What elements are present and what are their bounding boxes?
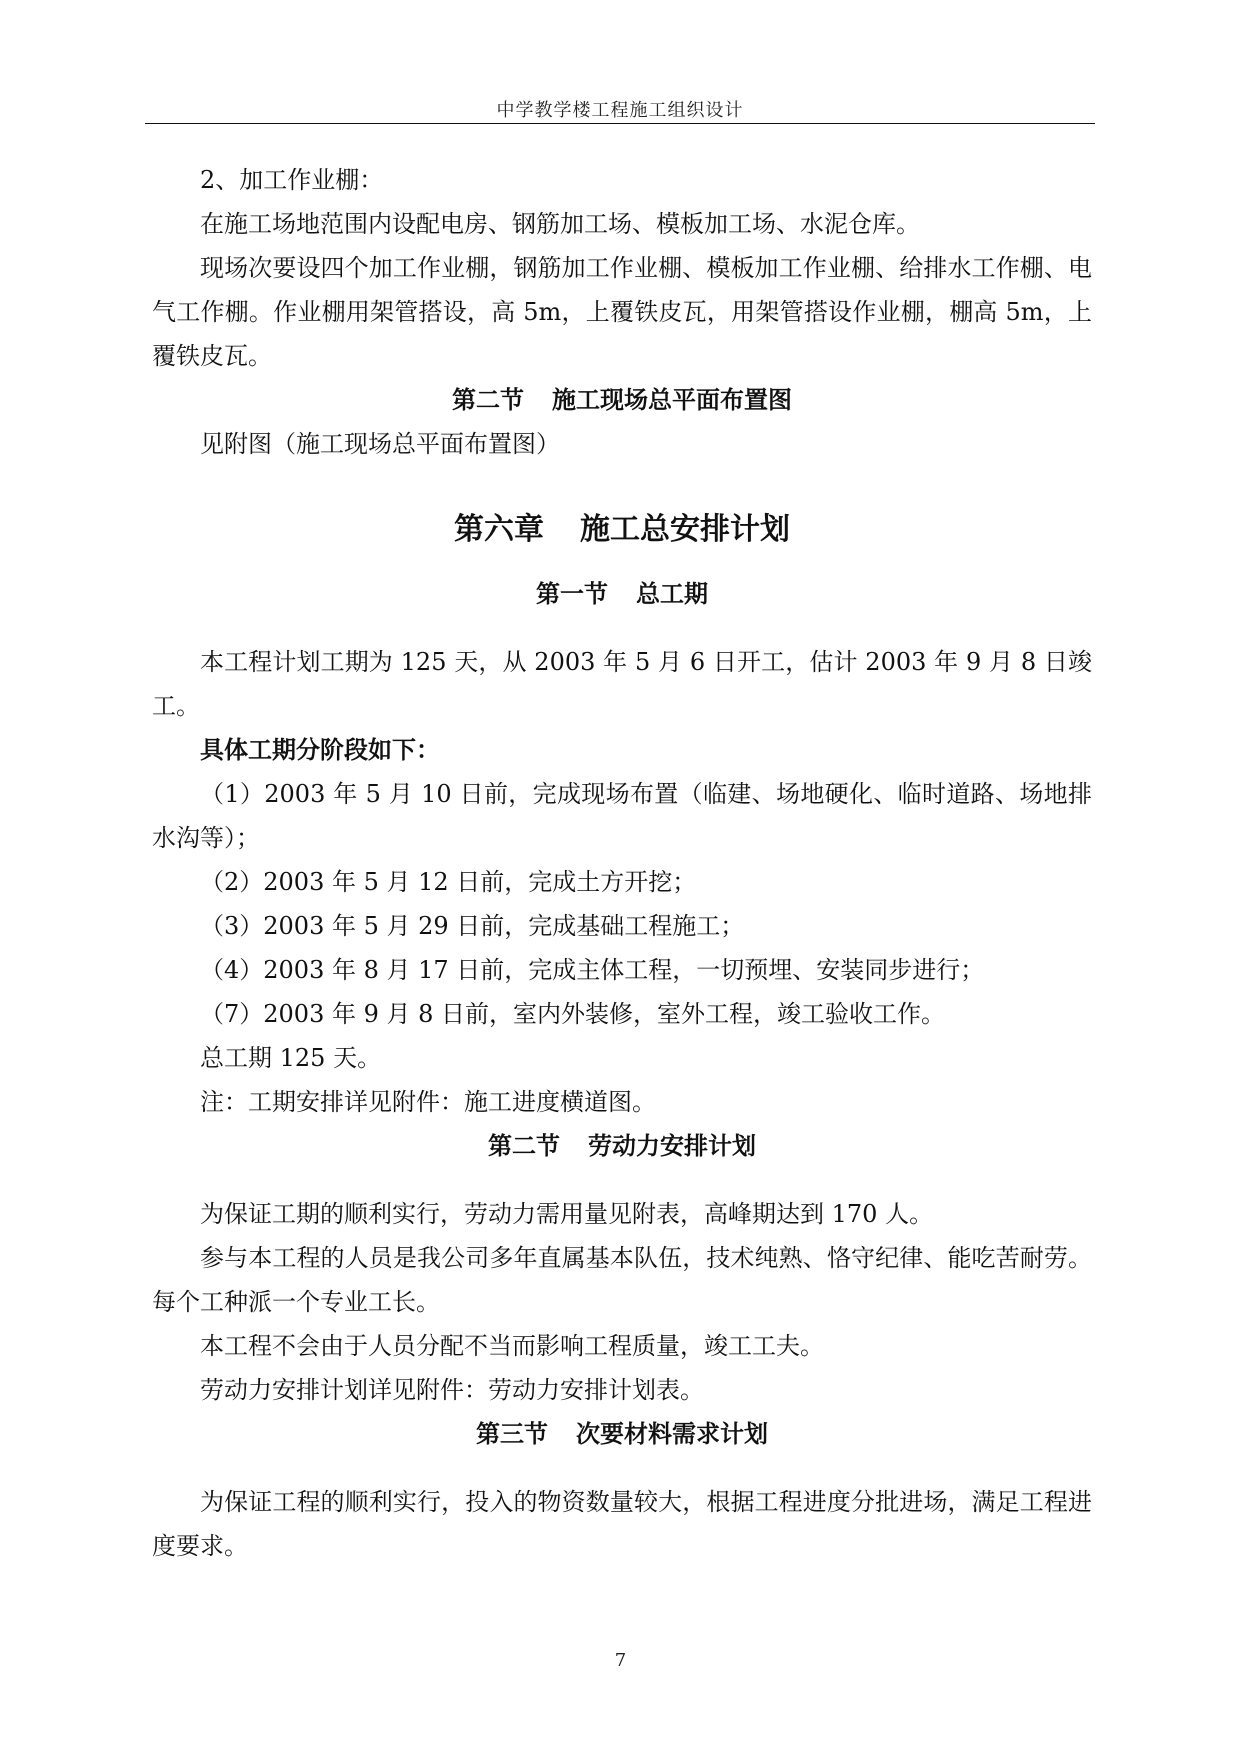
chapter-title (152, 504, 1092, 548)
section-name: 施工现场总平面布置图 (552, 385, 792, 414)
section-title-materials (152, 1412, 1092, 1456)
layout-plan-paragraph: 见附图（施工现场总平面布置图） (200, 430, 560, 458)
labor-paragraph-3: 本工程不会由于人员分配不当而影响工程质量，竣工工夫。 (200, 1332, 824, 1360)
stages-heading: 具体工期分阶段如下： (200, 735, 440, 764)
section-title-layout-plan (152, 378, 1092, 422)
labor-paragraph-2: 参与本工程的人员是我公司多年直属基本队伍，技术纯熟、恪守纪律、能吃苦耐劳。每个工种派一个专业工长。 (152, 1244, 1092, 1316)
total-period-summary: 总工期 125 天。 (200, 1044, 382, 1072)
section-name: 劳动力安排计划 (588, 1131, 756, 1160)
materials-paragraph: 为保证工程的顺利实行，投入的物资数量较大，根据工程进度分批进场，满足工程进度要求。 (152, 1488, 1092, 1560)
labor-paragraph-4: 劳动力安排计划详见附件：劳动力安排计划表。 (200, 1376, 704, 1404)
workshed-paragraph-2: 现场次要设四个加工作业棚，钢筋加工作业棚、模板加工作业棚、给排水工作棚、电气工作棚。作业棚用架管搭设，高 5m，上覆铁皮瓦，用架管搭设作业棚，棚高 5m，上覆铁皮瓦。 (152, 254, 1092, 370)
section-number: 第三节 (476, 1419, 548, 1448)
section-title-total-period (152, 572, 1092, 616)
schedule-note: 注：工期安排详见附件：施工进度横道图。 (200, 1088, 656, 1116)
section-number: 第二节 (452, 385, 524, 414)
labor-paragraph-1: 为保证工期的顺利实行，劳动力需用量见附表，高峰期达到 170 人。 (200, 1200, 934, 1228)
section-title-labor (152, 1124, 1092, 1168)
section-name: 次要材料需求计划 (576, 1419, 768, 1448)
workshed-heading: 2、加工作业棚： (200, 166, 384, 194)
page-body (152, 158, 1092, 1568)
total-period-paragraph: 本工程计划工期为 125 天，从 2003 年 5 月 6 日开工，估计 2003 年 9 月 8 日竣工。 (152, 648, 1092, 720)
section-name: 总工期 (636, 579, 708, 608)
workshed-paragraph-1: 在施工场地范围内设配电房、钢筋加工场、模板加工场、水泥仓库。 (200, 210, 920, 238)
document-header: 中学教学楼工程施工组织设计 (496, 100, 744, 121)
header-rule (145, 123, 1095, 124)
stage-item: （3）2003 年 5 月 29 日前，完成基础工程施工； (200, 912, 745, 940)
stage-item: （2）2003 年 5 月 12 日前，完成土方开挖； (200, 868, 697, 896)
chapter-name: 施工总安排计划 (580, 512, 790, 547)
stage-item: （1）2003 年 5 月 10 日前，完成现场布置（临建、场地硬化、临时道路、场地排水沟等）； (152, 780, 1092, 852)
chapter-number: 第六章 (454, 512, 544, 547)
page-number: 7 (614, 1650, 627, 1671)
section-number: 第二节 (488, 1131, 560, 1160)
stage-item: （4）2003 年 8 月 17 日前，完成主体工程，一切预埋、安装同步进行； (200, 956, 985, 984)
stage-item: （7）2003 年 9 月 8 日前，室内外装修，室外工程，竣工验收工作。 (200, 1000, 946, 1028)
section-number: 第一节 (536, 579, 608, 608)
